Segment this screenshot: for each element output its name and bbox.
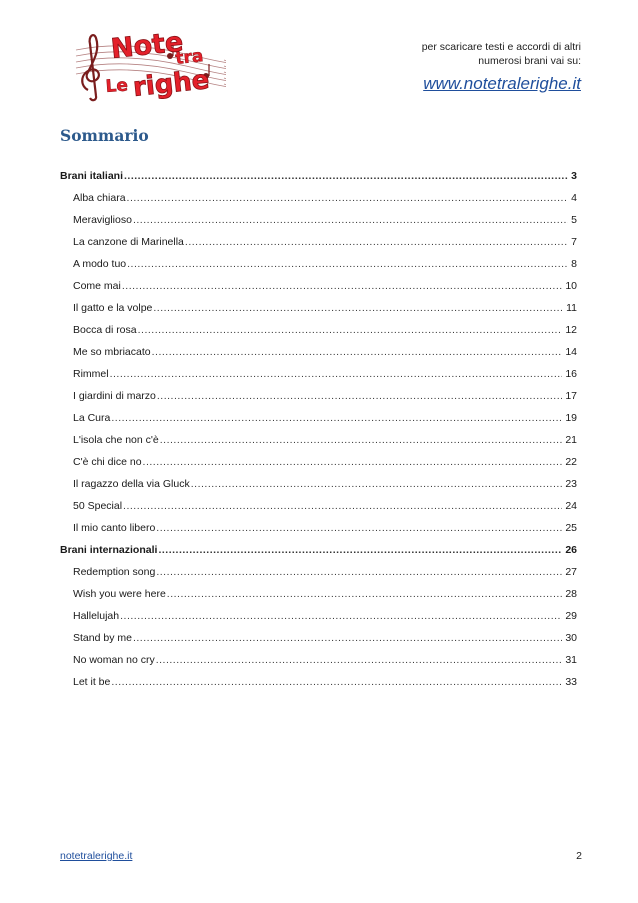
toc-page-number: 17 <box>565 390 577 402</box>
toc-entry-row[interactable] <box>60 671 577 693</box>
toc-dot-leader <box>110 363 563 385</box>
toc-dot-leader <box>152 341 563 363</box>
toc-dot-leader <box>167 583 563 605</box>
toc-page-number: 4 <box>571 192 577 204</box>
toc-page-number: 8 <box>571 258 577 270</box>
toc-page-number: 21 <box>565 434 577 446</box>
page-title: Sommario <box>60 126 149 145</box>
toc-entry-row[interactable] <box>60 231 577 253</box>
toc-page-number: 26 <box>565 544 577 556</box>
toc-page-number: 22 <box>565 456 577 468</box>
toc-entry-title: Me so mbriacato <box>73 346 151 358</box>
table-of-contents <box>60 165 577 693</box>
logo-word-tra: tra <box>174 46 205 69</box>
toc-page-number: 7 <box>571 236 577 248</box>
toc-entry-row[interactable] <box>60 561 577 583</box>
toc-dot-leader <box>153 297 563 319</box>
website-link[interactable]: www.notetralerighe.it <box>423 74 581 93</box>
logo-word-note: Note <box>109 26 185 65</box>
toc-entry-title: Brani internazionali <box>60 544 158 556</box>
toc-page-number: 11 <box>566 302 577 314</box>
toc-page-number: 10 <box>565 280 577 292</box>
toc-dot-leader <box>111 407 562 429</box>
toc-entry-title: Rimmel <box>73 368 109 380</box>
toc-dot-leader <box>124 165 568 187</box>
toc-page-number: 23 <box>565 478 577 490</box>
toc-page-number: 16 <box>565 368 577 380</box>
toc-dot-leader <box>157 385 562 407</box>
toc-entry-row[interactable] <box>60 517 577 539</box>
toc-page-number: 3 <box>571 170 577 182</box>
toc-entry-row[interactable] <box>60 649 577 671</box>
toc-entry-title: La Cura <box>73 412 111 424</box>
logo-word-righe: righe <box>131 65 211 102</box>
toc-entry-title: I giardini di marzo <box>73 390 156 402</box>
toc-entry-title: Meraviglioso <box>73 214 132 226</box>
toc-entry-row[interactable] <box>60 385 577 407</box>
toc-dot-leader <box>122 275 562 297</box>
toc-dot-leader <box>138 319 563 341</box>
toc-entry-row[interactable] <box>60 627 577 649</box>
toc-entry-row[interactable] <box>60 451 577 473</box>
footer-page-number: 2 <box>576 850 582 862</box>
logo-graphic <box>66 20 226 102</box>
toc-entry-title: Come mai <box>73 280 121 292</box>
toc-entry-title: Il gatto e la volpe <box>73 302 153 314</box>
toc-section-row[interactable] <box>60 539 577 561</box>
toc-entry-title: Redemption song <box>73 566 156 578</box>
toc-entry-row[interactable] <box>60 319 577 341</box>
toc-dot-leader <box>156 517 562 539</box>
toc-dot-leader <box>160 429 563 451</box>
toc-dot-leader <box>158 539 562 561</box>
toc-page-number: 12 <box>565 324 577 336</box>
footer-website-link[interactable]: notetralerighe.it <box>60 850 133 862</box>
toc-entry-row[interactable] <box>60 253 577 275</box>
header-line-1: per scaricare testi e accordi di altri <box>421 41 581 53</box>
toc-dot-leader <box>191 473 563 495</box>
toc-entry-row[interactable] <box>60 495 577 517</box>
toc-dot-leader <box>156 649 563 671</box>
toc-section-row[interactable] <box>60 165 577 187</box>
toc-dot-leader <box>120 605 562 627</box>
toc-entry-title: Hallelujah <box>73 610 120 622</box>
toc-page-number: 14 <box>565 346 577 358</box>
toc-dot-leader <box>133 627 562 649</box>
note-tra-le-righe-logo <box>66 20 226 102</box>
toc-entry-row[interactable] <box>60 583 577 605</box>
toc-page-number: 29 <box>565 610 577 622</box>
toc-page-number: 25 <box>565 522 577 534</box>
toc-page-number: 30 <box>565 632 577 644</box>
toc-dot-leader <box>143 451 563 473</box>
toc-entry-row[interactable] <box>60 363 577 385</box>
toc-dot-leader <box>127 253 568 275</box>
page-footer <box>60 850 582 862</box>
toc-dot-leader <box>185 231 568 253</box>
header-promo <box>321 40 581 94</box>
toc-entry-title: 50 Special <box>73 500 123 512</box>
toc-entry-title: La canzone di Marinella <box>73 236 184 248</box>
toc-entry-title: Alba chiara <box>73 192 126 204</box>
toc-dot-leader <box>111 671 562 693</box>
toc-dot-leader <box>133 209 568 231</box>
toc-entry-row[interactable] <box>60 473 577 495</box>
toc-page-number: 5 <box>571 214 577 226</box>
toc-entry-row[interactable] <box>60 429 577 451</box>
toc-entry-title: C'è chi dice no <box>73 456 142 468</box>
toc-entry-title: L'isola che non c'è <box>73 434 159 446</box>
toc-entry-title: Wish you were here <box>73 588 166 600</box>
toc-page-number: 27 <box>565 566 577 578</box>
toc-entry-row[interactable] <box>60 605 577 627</box>
toc-entry-title: Stand by me <box>73 632 132 644</box>
toc-entry-title: A modo tuo <box>73 258 127 270</box>
toc-entry-title: Il ragazzo della via Gluck <box>73 478 190 490</box>
toc-entry-row[interactable] <box>60 209 577 231</box>
toc-entry-title: Bocca di rosa <box>73 324 137 336</box>
toc-entry-title: No woman no cry <box>73 654 155 666</box>
toc-page-number: 33 <box>565 676 577 688</box>
logo-word-le: Le <box>104 75 129 97</box>
toc-entry-title: Brani italiani <box>60 170 124 182</box>
treble-clef-icon <box>82 35 99 100</box>
toc-dot-leader <box>156 561 562 583</box>
toc-entry-row[interactable] <box>60 275 577 297</box>
toc-page-number: 31 <box>565 654 577 666</box>
toc-entry-row[interactable] <box>60 297 577 319</box>
toc-entry-title: Il mio canto libero <box>73 522 156 534</box>
toc-entry-row[interactable] <box>60 341 577 363</box>
toc-entry-title: Let it be <box>73 676 111 688</box>
header-line-2: numerosi brani vai su: <box>478 55 581 67</box>
toc-page-number: 24 <box>565 500 577 512</box>
toc-page-number: 19 <box>565 412 577 424</box>
toc-page-number: 28 <box>565 588 577 600</box>
toc-entry-row[interactable] <box>60 187 577 209</box>
toc-dot-leader <box>123 495 562 517</box>
toc-dot-leader <box>127 187 569 209</box>
toc-entry-row[interactable] <box>60 407 577 429</box>
